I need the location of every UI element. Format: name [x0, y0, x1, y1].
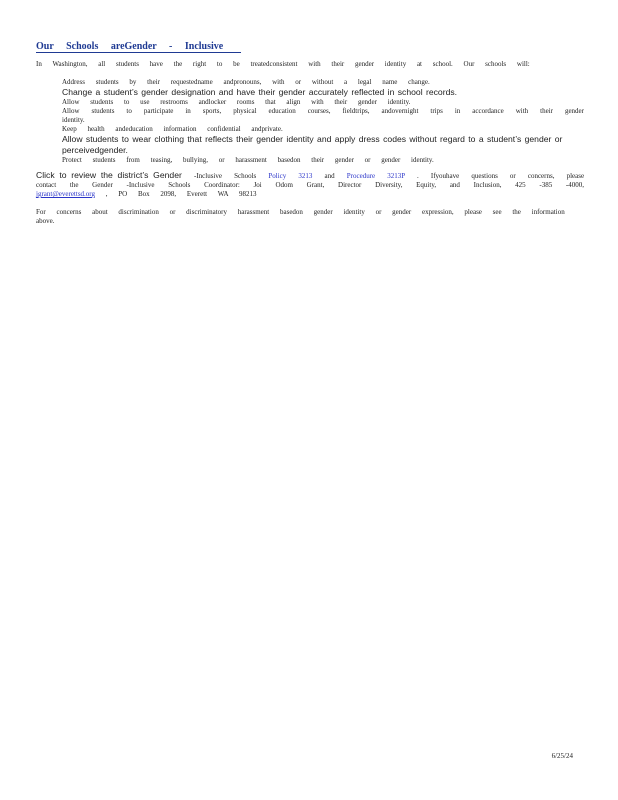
review-and: and — [324, 172, 335, 180]
review-mid: -Inclusive Schools — [193, 172, 257, 180]
list-item-text: Allow students to use restrooms andlocker rooms that align with their gender identity. — [62, 98, 411, 106]
list-item — [36, 156, 584, 165]
page-title: Our Schools areGender - Inclusive — [36, 41, 241, 53]
list-item — [36, 134, 584, 156]
list-item-text: Allow students to participate in sports, physical education courses, fieldtrips, andovernight trips in accordance with their gender identity. — [62, 107, 584, 124]
policy-link[interactable]: Policy 3213 — [268, 172, 313, 180]
email-link[interactable]: jgrant@everettsd.org — [36, 190, 95, 198]
review-rest: . Ifyouhave questions or concerns, please contact the Gender -Inclusive Schools Coordinator: Joi Odom Grant, Director Diversity, Equity, and Inclusion, 425 -385 -4000, — [36, 172, 585, 189]
list-item — [36, 125, 584, 134]
review-paragraph — [36, 171, 584, 199]
list-item-text: Change a student’s gender designation and have their gender accurately reflected in school records. — [62, 87, 458, 97]
list-item-text: Allow students to wear clothing that reflects their gender identity and apply dress codes without regard to a student’s gender or perceivedgender. — [62, 134, 563, 155]
list-item — [36, 87, 584, 98]
list-item-text: Keep health andeducation information confidential andprivate. — [62, 125, 283, 133]
list-item-text: Address students by their requestedname andpronouns, with or without a legal name change. — [62, 78, 430, 86]
intro-paragraph: In Washington, all students have the right to be treatedconsistent with their gender identity at school. Our schools will: — [36, 60, 530, 68]
review-address: , PO Box 2098, Everett WA 98213 — [105, 190, 257, 198]
rights-list — [36, 78, 584, 165]
review-lead: Click to review the district’s Gender — [36, 170, 182, 180]
list-item — [36, 98, 584, 107]
procedure-link[interactable]: Procedure 3213P — [346, 172, 405, 180]
list-item — [36, 107, 584, 125]
list-item — [36, 78, 584, 87]
concerns-paragraph: For concerns about discrimination or discriminatory harassment basedon gender identity or gender expression, please see the information above. — [36, 208, 565, 225]
list-item-text: Protect students from teasing, bullying, or harassment basedon their gender or gender identity. — [62, 156, 434, 164]
page-date: 6/25/24 — [551, 752, 573, 760]
document-page — [36, 36, 584, 226]
